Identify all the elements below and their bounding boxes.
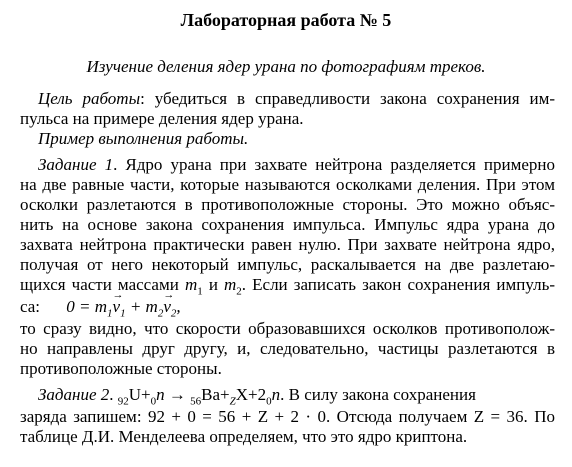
goal-line-2: пульса на примере деления ядер урана. <box>20 109 304 128</box>
task1-line-6: получая от него некоторый импульс, раскалывается на две разлетаю- <box>20 255 555 274</box>
page-title: Лабораторная работа № 5 <box>180 10 392 30</box>
task2-line-3: таблице Д.И. Менделеева определяем, что это ядро криптона. <box>20 427 468 446</box>
task1-line-7: щихся части массами $m_1$ и $m_2$. Если записать закон сохранения импуль- <box>20 275 556 298</box>
task1-line-9: то сразу видно, что скорости образовавшихся осколков противополож- <box>20 319 555 338</box>
task2-label: Задание 2 <box>38 385 110 404</box>
task1-line-2: на две равные части, которые называются осколками деления. При этом <box>20 175 555 194</box>
task1-line-10: но направлены друг другу, и, следовательно, частицы разлетаются в <box>20 339 555 358</box>
task1-line-5: захвата нейтрона практически равен нулю. При захвате нейтрона ядро, <box>20 235 555 254</box>
subtitle: Изучение деления ядер урана по фотографиям треков. <box>86 57 486 76</box>
example-label: Пример выполнения работы. <box>38 129 249 148</box>
goal-line-1 <box>38 89 555 109</box>
fission-equation: $_{92}U+_0n \to _{56}Ba+_ZX+2_0n$ <box>117 385 281 408</box>
goal-label: Цель работы <box>38 89 141 108</box>
task2-line-2: заряда запишем: 92 + 0 = 56 + Z + 2 · 0. Отсюда получаем Z = 36. По <box>20 407 555 426</box>
task1-line-4: нить на основе закона сохранения импульса. Импульс ядра урана до <box>20 215 555 234</box>
task1-line-8: са: $0 = m_1\to v_1 + m_2\to v_2$, <box>20 297 181 317</box>
task1-line-11: противоположные стороны. <box>20 359 222 378</box>
task1-line-1: Задание 1. Ядро урана при захвате нейтрона разделяется примерно <box>38 155 555 174</box>
goal-text-1: : убедиться в справедливости закона сохранения им- <box>140 89 555 108</box>
task1-label: Задание 1 <box>38 155 114 174</box>
task1-line-3: осколки разлетаются в противоположные стороны. Это можно объяс- <box>20 195 555 214</box>
momentum-formula: $0 = m_1\to v_1 + m_2\to v_2$, <box>66 297 180 316</box>
task2-line-1: Задание 2. $_{92}U+_0n \to _{56}Ba+_ZX+2_0n$. В силу закона сохранения <box>38 385 476 408</box>
